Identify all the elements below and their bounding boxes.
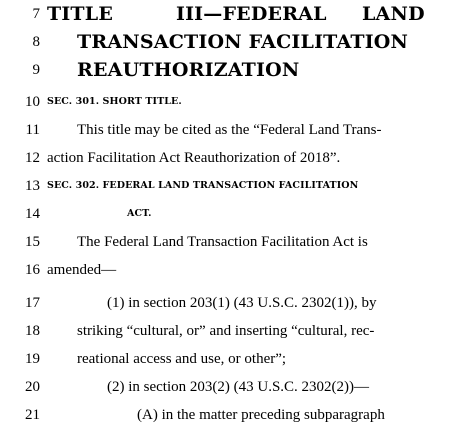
body-text: This title may be cited as the “Federal Land Trans- (77, 122, 382, 138)
line-number: 8 (32, 34, 40, 50)
body-text: (A) in the matter preceding subparagraph (137, 407, 385, 423)
bill-line (0, 317, 450, 345)
bill-line (0, 172, 450, 200)
title-text: TRANSACTION FACILITATION (77, 31, 409, 53)
section-heading: SEC. 301. SHORT TITLE. (47, 96, 182, 107)
bill-line (0, 256, 450, 284)
line-number: 10 (25, 94, 40, 110)
body-text: The Federal Land Transaction Facilitation Act is (77, 234, 368, 250)
title-text: REAUTHORIZATION (77, 59, 300, 81)
bill-line (0, 200, 450, 228)
body-text: amended— (47, 262, 117, 278)
line-number: 11 (25, 122, 40, 138)
bill-line (0, 144, 450, 172)
bill-line (0, 373, 450, 401)
title-word-land: LAND (362, 3, 425, 25)
title-word-iii-federal: III—FEDERAL (176, 3, 327, 25)
bill-line (0, 28, 450, 56)
bill-line (0, 289, 450, 317)
line-number: 9 (32, 62, 40, 78)
bill-line (0, 401, 450, 429)
body-text: (2) in section 203(2) (43 U.S.C. 2302(2))— (107, 379, 370, 395)
line-number: 16 (25, 262, 40, 278)
line-number: 21 (25, 407, 40, 423)
line-number: 18 (25, 323, 40, 339)
bill-line (0, 88, 450, 116)
body-text: action Facilitation Act Reauthorization of 2018”. (47, 150, 341, 166)
body-text: striking “cultural, or” and inserting “cultural, rec- (77, 323, 375, 339)
section-heading: ACT. (127, 208, 152, 219)
bill-line (0, 0, 450, 28)
body-text: reational access and use, or other”; (77, 351, 287, 367)
line-number: 14 (25, 206, 40, 222)
line-number: 17 (25, 295, 40, 311)
line-number: 15 (25, 234, 40, 250)
bill-line (0, 345, 450, 373)
bill-line (0, 116, 450, 144)
line-number: 19 (25, 351, 40, 367)
body-text: (1) in section 203(1) (43 U.S.C. 2302(1)), by (107, 295, 377, 311)
bill-line (0, 56, 450, 84)
line-number: 12 (25, 150, 40, 166)
line-number: 13 (25, 178, 40, 194)
bill-line (0, 228, 450, 256)
section-heading: SEC. 302. FEDERAL LAND TRANSACTION FACILITATION (47, 180, 359, 191)
title-word-title: TITLE (47, 3, 114, 25)
line-number: 20 (25, 379, 40, 395)
line-number: 7 (32, 6, 40, 22)
